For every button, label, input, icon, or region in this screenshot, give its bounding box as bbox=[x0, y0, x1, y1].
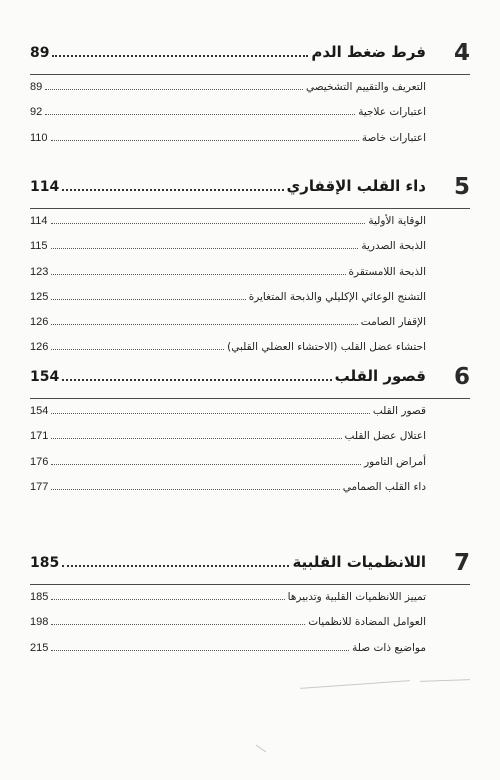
chapter-4 bbox=[30, 40, 470, 157]
leader-dots bbox=[62, 553, 289, 567]
entry-title: اعتبارات خاصة bbox=[361, 131, 426, 144]
chapter-header bbox=[30, 174, 470, 209]
toc-entry bbox=[30, 591, 426, 616]
toc-entry bbox=[30, 215, 426, 240]
entry-title: داء القلب الصمامي bbox=[342, 480, 426, 493]
chapter-page-number: 89 bbox=[30, 45, 50, 61]
entry-page-number: 176 bbox=[30, 455, 49, 468]
entry-page-number: 198 bbox=[30, 616, 49, 629]
entry-page-number: 185 bbox=[30, 591, 49, 603]
entry-page-number: 125 bbox=[30, 290, 49, 303]
leader-dots bbox=[51, 616, 305, 625]
entry-page-number: 126 bbox=[30, 341, 49, 354]
leader-dots bbox=[51, 481, 339, 490]
chapter-title: قصور القلب bbox=[334, 367, 426, 385]
leader-dots bbox=[51, 316, 357, 325]
entry-title: اعتبارات علاجية bbox=[358, 106, 426, 119]
chapter-header bbox=[30, 550, 470, 585]
scan-artifact bbox=[420, 679, 470, 682]
toc-entry bbox=[30, 106, 426, 131]
entry-title: التشنج الوعائي الإكليلي والذبحة المتغايرة bbox=[248, 290, 426, 303]
toc-entry bbox=[30, 642, 426, 667]
chapter-header bbox=[30, 364, 470, 399]
entry-page-number: 177 bbox=[30, 480, 49, 493]
chapter-header bbox=[30, 40, 470, 75]
entry-page-number: 171 bbox=[30, 430, 49, 443]
entry-page-number: 92 bbox=[30, 106, 43, 119]
leader-dots bbox=[62, 367, 331, 381]
entry-title: أمراض التامور bbox=[364, 455, 426, 468]
chapter-page-number: 154 bbox=[30, 369, 60, 385]
leader-dots bbox=[51, 591, 284, 600]
toc-entry bbox=[30, 430, 426, 455]
entry-title: احتشاء عضل القلب (الاحتشاء العضلي القلبي) bbox=[227, 341, 426, 354]
leader-dots bbox=[51, 430, 341, 439]
leader-dots bbox=[51, 266, 345, 275]
toc-entry bbox=[30, 291, 426, 316]
chapter-6 bbox=[30, 364, 470, 506]
leader-dots bbox=[51, 132, 359, 141]
entry-title: الوقاية الأولية bbox=[368, 215, 426, 227]
chapter-page-number: 114 bbox=[30, 179, 60, 195]
leader-dots bbox=[52, 43, 308, 57]
entry-page-number: 154 bbox=[30, 405, 49, 417]
chapter-title: داء القلب الإقفاري bbox=[286, 177, 426, 195]
toc-entry bbox=[30, 266, 426, 291]
chapter-7 bbox=[30, 550, 470, 667]
entry-page-number: 115 bbox=[30, 240, 48, 253]
chapter-number: 7 bbox=[453, 550, 470, 576]
chapter-title: فرط ضغط الدم bbox=[311, 43, 426, 61]
leader-dots bbox=[51, 215, 366, 224]
toc-entry bbox=[30, 341, 426, 366]
entry-title: الذبحة اللامستقرة bbox=[348, 265, 426, 278]
entry-page-number: 114 bbox=[30, 215, 48, 227]
entry-title: تمييز اللانظميات القلبية وتدبيرها bbox=[287, 591, 426, 603]
toc-entry bbox=[30, 456, 426, 481]
chapter-number: 5 bbox=[453, 174, 470, 200]
leader-dots bbox=[51, 341, 224, 350]
entry-page-number: 110 bbox=[30, 131, 48, 144]
toc-entry bbox=[30, 316, 426, 341]
leader-dots bbox=[51, 456, 361, 465]
leader-dots bbox=[51, 240, 359, 249]
leader-dots bbox=[45, 106, 355, 115]
entry-page-number: 123 bbox=[30, 265, 49, 278]
chapter-page-number: 185 bbox=[30, 555, 60, 571]
chapter-title: اللانظميات القلبية bbox=[292, 553, 426, 571]
leader-dots bbox=[51, 405, 369, 414]
entry-title: العوامل المضادة للانظميات bbox=[308, 616, 426, 629]
toc-entry bbox=[30, 616, 426, 641]
scan-artifact bbox=[256, 745, 266, 753]
entry-title: مواضيع ذات صلة bbox=[352, 641, 426, 654]
entry-page-number: 215 bbox=[30, 641, 49, 654]
toc-entry bbox=[30, 405, 426, 430]
leader-dots bbox=[51, 291, 245, 300]
toc-entry bbox=[30, 132, 426, 157]
entry-page-number: 89 bbox=[30, 81, 43, 93]
chapter-5 bbox=[30, 174, 470, 367]
entry-title: اعتلال عضل القلب bbox=[344, 430, 426, 443]
entry-page-number: 126 bbox=[30, 316, 49, 329]
chapter-number: 6 bbox=[453, 364, 470, 390]
entry-title: الإقفار الصامت bbox=[360, 316, 426, 329]
chapter-number: 4 bbox=[453, 40, 470, 66]
leader-dots bbox=[51, 642, 349, 651]
leader-dots bbox=[62, 177, 283, 191]
toc-entry bbox=[30, 240, 426, 265]
toc-entry bbox=[30, 481, 426, 506]
leader-dots bbox=[45, 81, 303, 90]
entry-title: الذبحة الصدرية bbox=[361, 240, 426, 253]
scan-artifact bbox=[300, 680, 410, 689]
entry-title: قصور القلب bbox=[372, 405, 426, 417]
entry-title: التعريف والتقييم التشخيصي bbox=[305, 81, 426, 93]
toc-entry bbox=[30, 81, 426, 106]
